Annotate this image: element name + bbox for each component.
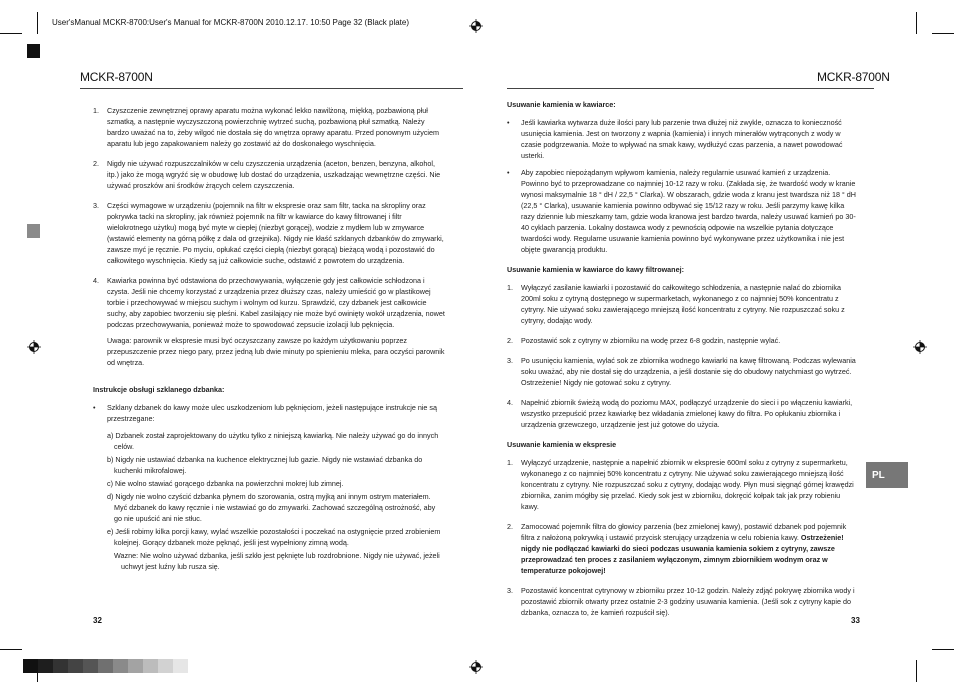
filter-heading: Usuwanie kamienia w kawiarce do kawy filtrowanej: bbox=[507, 265, 684, 274]
list-item: 4. Kawiarka powinna być odstawiona do przechowywania, wyłączenie gdy jest całkowicie schłodzona i czysta. Jeśli nie chcemy korzystać z urządzenia przez dłuższy czas, należy umieścić go w plastikowej torbie i przechowywać w miejscu suchym i wolnym od kurzu. Sprawdzić, czy dzbanek jest całkowicie suchy, aby zapobiec tworzeniu się pleśni. Kabel zasilający nie może być owinięty wokół urządzenia, nowet podczas przechowywania, ponieważ może to spowodować zepsucie izolacji lub pęknięcia. bbox=[93, 276, 445, 329]
bullet-item: • Szklany dzbanek do kawy może ulec uszkodzeniom lub pęknięciom, jeżeli następujące instrukcje nie są przestrzegane: bbox=[93, 403, 438, 423]
registration-mark-icon bbox=[27, 340, 41, 354]
color-swatch bbox=[113, 659, 128, 673]
left-column bbox=[93, 105, 445, 574]
gray-marker bbox=[27, 224, 40, 238]
color-swatch bbox=[23, 659, 38, 673]
sub-item: c) Nie wolno stawiać gorącego dzbanka na powierzchni mokrej lub zimnej. bbox=[107, 479, 344, 488]
registration-mark-icon bbox=[913, 340, 927, 354]
sub-item: d) Nigdy nie wolno czyścić dzbanka płynem do szorowania, ostrą myjką ani innym ostrym materiałem. Myć dzbanek do kawy ręcznie i nie wstawiać go do zmywarki. Zachować szczególną ostrożność, aby go nie upuścić ani nie stłuc. bbox=[107, 492, 436, 523]
list-item: 2. Zamocować pojemnik filtra do głowicy parzenia (bez zmielonej kawy), postawić dzbanek pod pojemnik filtra z nałożoną pokrywką i ustawić przycisk sterujący urządzenia w celu robienia kawy. Ostrzeżenie! nigdy nie podłączać kawiarki do sieci podczas usuwania kamienia sokiem z cytryny, zawsze przeprowadzać ten proces z zasilaniem wyłączonym, zimnym zbiornikiem wodnym oraz w temperaturze pokojowej! bbox=[507, 522, 847, 575]
bullet-item: • Aby zapobiec niepożądanym wpływom kamienia, należy regularnie usuwać kamień z urządzenia. Powinno być to przeprowadzane co najmniej 10-12 razy w roku. (Zakłada się, że twardość wody w kranie wynosi maksymalnie 18 ° dH / 22,5 ° Clarka). W obszarach, gdzie woda z kranu jest twardsza niż 18 ° dH (22,5 ° Clarka), usuwanie kamienia powinno odbywać się 15/12 razy w roku. Jeśli parzymy kawę kilka razy dziennie lub mieszkamy tam, gdzie woda kranowa jest bardzo twarda, należy usuwać kamień po 30-40 cyklach parzenia. Lokalny dostawca wody z pewnością odpowie na wszelkie pytania dotyczące twardości wody. Regularne usuwanie kamienia powinno być wykonywane przez użytkownika i nie jest objęte gwarancją produktu. bbox=[507, 168, 856, 254]
sub-item: e) Jeśli robimy kilka porcji kawy, wylać wszelkie pozostałości i poczekać na ostygnięcie przed zrobieniem kolejnej. Gorący dzbanek może pęknąć, jeśli jest wypełniony zimną wodą. bbox=[107, 527, 441, 547]
black-marker bbox=[27, 44, 40, 58]
list-item: 1. Wyłączyć zasilanie kawiarki i pozostawić do całkowitego schłodzenia, a następnie nalać do zbiornika 200ml soku z cytryną dostępnego w supermarketach, wykonanego z co najmniej 50% koncentratu z cytryny. Nie używać soku zawierającego mniejszą ilość koncentratu z cytryny. Nie rozpuszczać soku z cytryny, dodając wody. bbox=[507, 283, 845, 325]
list-item: 2. Pozostawić sok z cytryny w zbiorniku na wodę przez 6-8 godzin, następnie wylać. bbox=[507, 336, 781, 345]
list-item: 3. Pozostawić koncentrat cytrynowy w zbiorniku przez 10-12 godzin. Należy zdjąć pokrywę zbiornika wody i pozostawić zbiornik otwarty przez ostatnie 2-3 godziny usuwania kamienia. (Jeśli sok z cytryny kapie do dzbanka, oznacza to, że kamień rozpuścił się). bbox=[507, 586, 855, 617]
warning-bold-text: Ostrzeżenie! nigdy nie podłączać kawiarki do sieci podczas usuwania kamienia sokiem z cytryny, zawsze przeprowadzać ten proces z zasilaniem wyłączonym, zimnym zbiornikiem wodnym oraz w temperaturze pokojowej! bbox=[521, 533, 844, 575]
warning-text: Wazne: Nie wolno używać dzbanka, jeśli szkło jest pęknięte lub rozdrobnione. Nigdy nie używać, jeżeli uchwyt jest luźny lub rusza się. bbox=[114, 551, 440, 571]
left-page-title: MCKR-8700N bbox=[80, 70, 153, 84]
list-item: 1. Wyłączyć urządzenie, następnie a napełnić zbiornik w ekspresie 600ml soku z cytryny z supermarketu, wykonanego z co najmniej 50% koncentratu z cytryny. Nie używać soku zawierającego mniejszą ilość koncentratu z cytryny. Nie rozpuszczać soku z cytryny, dodając wody. Płyn musi sięgnąć górnej krawędzi zbiornika, zanim mógłby się przelać. Kiedy sok jest w zbiorniku, dokręcić kołpak tak jak przy robieniu kawy. bbox=[507, 458, 854, 511]
list-item: 2. Nigdy nie używać rozpuszczalników w celu czyszczenia urządzenia (aceton, benzen, benzyna, alkohol, itp.) jako że mogą wgryźć się w obudowę lub dostać do urządzenia, uszkadzając wewnętrzne części. Nie używać proszków ani środków żrących celem czyszczenia. bbox=[93, 159, 441, 190]
color-swatch bbox=[98, 659, 113, 673]
page-number-right: 33 bbox=[851, 616, 860, 625]
list-item: 4. Napełnić zbiornik świeżą wodą do poziomu MAX, podłączyć urządzenie do sieci i po włączeniu kawiarki, wszystko przepuścić przez kawiarkę bez wkładania zmielonej kawy do filtra. Po opłukaniu zbiornika i urządzenia grzewczego, urządzenie jest już gotowe do użycia. bbox=[507, 398, 853, 429]
print-header: User'sManual MCKR-8700:User's Manual for MCKR-8700N 2010.12.17. 10:50 Page 32 (Black plate) bbox=[52, 18, 410, 27]
bullet-item: • Jeśli kawiarka wytwarza duże ilości pary lub parzenie trwa dłużej niż zwykle, oznacza to konieczność usunięcia kamienia. Jest on tworzony z wapnia (kamienia) i innych minerałów wytrąconych z wody w czasie podgrzewania. Może to wpływać na smak kawy, wydłużyć czas parzenia, a nawet powodować usterki. bbox=[507, 118, 843, 160]
color-swatch bbox=[158, 659, 173, 673]
color-swatch bbox=[83, 659, 98, 673]
note-text: Uwaga: parownik w ekspresie musi być oczyszczany zawsze po każdym użytkowaniu poprzez przepuszczenie przez niego pary, przez jedną lub dwie minuty po spienieniu mleka, para oczyści parownik od wnętrza. bbox=[107, 336, 445, 367]
color-calibration-strip bbox=[23, 659, 188, 673]
jug-heading: Instrukcje obsługi szklanego dzbanka: bbox=[93, 385, 225, 394]
list-item: 1. Czyszczenie zewnętrznej oprawy aparatu można wykonać lekko nawilżoną, miękką, pozbawioną płuł szmatką, a następnie wyczyszczoną powierzchnię wytrzeć suchą, pozbawioną płuł szmatką. Należy bardzo uważać na to, żeby wilgoć nie dostała się do wnętrza oprawy aparatu. Przed ponownym użyciem aparatu lub jego zapakowaniem należy go zostawić aż do doskonałego wyschnięcia. bbox=[93, 106, 439, 148]
espresso-heading: Usuwanie kamienia w ekspresie bbox=[507, 440, 617, 449]
list-item: 3. Części wymagowe w urządzeniu (pojemnik na filtr w ekspresie oraz sam filtr, tacka na skropliny oraz pokrywka tacki na skropliny, jak również pojemnik na filtr w kawiarce do kawy filtrowanej i filtr wielokrotnego użytku) mogą być myte w ciepłej (niezbyt gorącej), wodzie z mydłem lub w zmywarce (wstawić elementy na górną półkę z dala od grzejnika). Nigdy nie kłaść szklanych dzbanków do zmywarki, zawsze myć je ręcznie. Po myciu, opłukać części ciepłą (niezbyt gorącą) bieżącą wodą i pozostawić do całkowitego wyschnięcia. Kiedy są już całkowicie suche, odstawić z powrotem do urządzenia. bbox=[93, 201, 444, 265]
right-header-rule bbox=[507, 88, 874, 89]
color-swatch bbox=[128, 659, 143, 673]
color-swatch bbox=[173, 659, 188, 673]
descale-heading: Usuwanie kamienia w kawiarce: bbox=[507, 100, 616, 109]
color-swatch bbox=[143, 659, 158, 673]
sub-item: a) Dzbanek został zaprojektowany do użytku tylko z niniejszą kawiarką. Nie należy używać go do innych celów. bbox=[107, 431, 439, 451]
left-header-rule bbox=[80, 88, 463, 89]
right-column bbox=[507, 99, 859, 627]
list-item: 3. Po usunięciu kamienia, wylać sok ze zbiornika wodnego kawiarki na kawę filtrowaną. Podczas wylewania soku uważać, aby nie dostał się do urządzenia, a jeśli dostanie się do obudowy natychmiast go wytrzeć. Ostrzeżenie! Nigdy nie gotować soku z cytryny. bbox=[507, 356, 856, 387]
color-swatch bbox=[53, 659, 68, 673]
registration-mark-icon bbox=[469, 660, 483, 674]
language-tab: PL bbox=[866, 462, 908, 488]
sub-item: b) Nigdy nie ustawiać dzbanka na kuchence elektrycznej lub gazie. Nigdy nie wstawiać dzbanka do kuchenki mikrofalowej. bbox=[107, 455, 423, 475]
right-page-title: MCKR-8700N bbox=[817, 70, 890, 84]
page-number-left: 32 bbox=[93, 616, 102, 625]
color-swatch bbox=[38, 659, 53, 673]
registration-mark-icon bbox=[469, 19, 483, 33]
color-swatch bbox=[68, 659, 83, 673]
